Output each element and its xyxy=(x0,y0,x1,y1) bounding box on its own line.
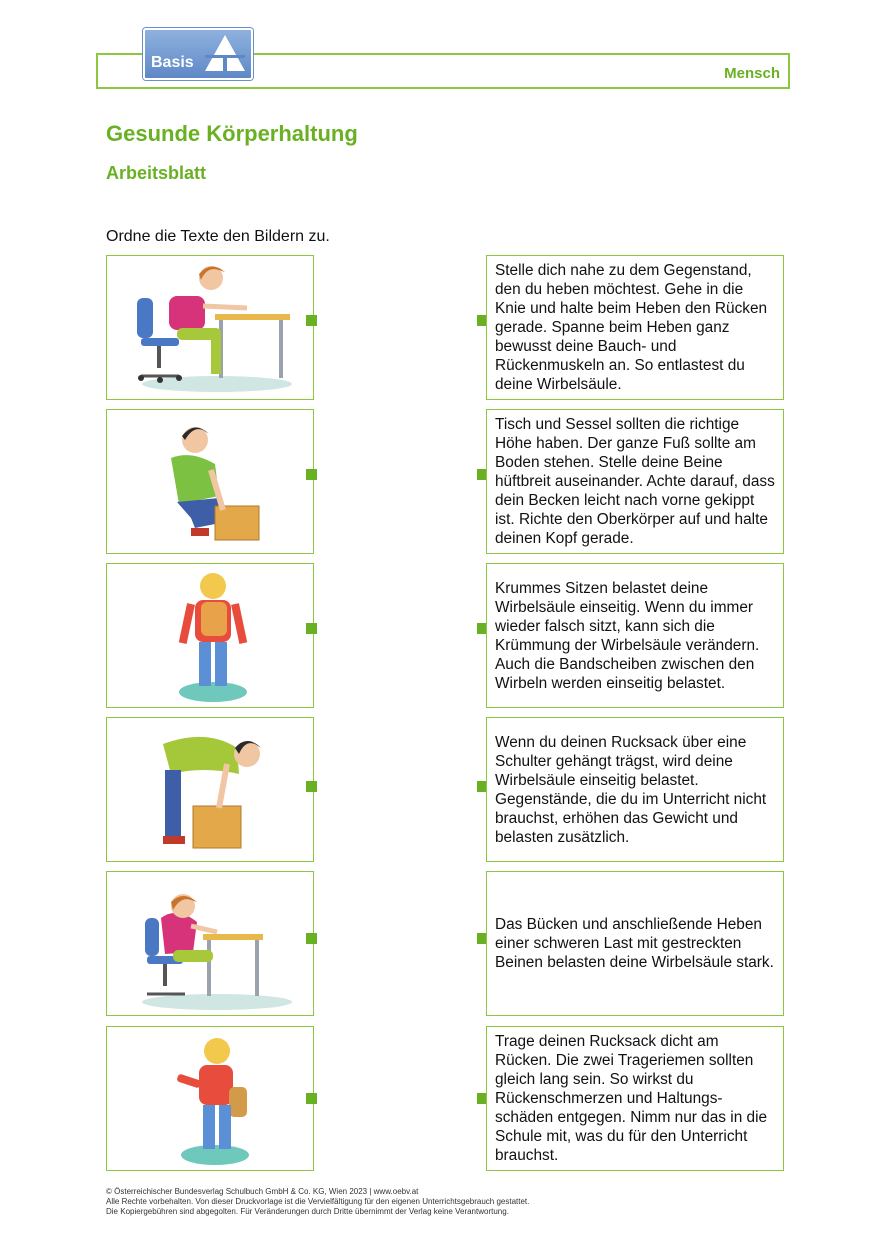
connector-dot-left-2[interactable] xyxy=(306,469,317,480)
girl-with-backpack-on-both-shoulders-icon xyxy=(107,564,315,709)
text-content-4: Wenn du deinen Rucksack über eine Schulter gehängt trägst, wird deine Wirbelsäule einseitig belastet. Gegenstände, die du im Unterricht nicht brauchst, erhöhen das Gewicht und belasten zusätzlich. xyxy=(495,733,767,846)
boy-lifting-box-with-bent-knees-icon xyxy=(107,410,315,555)
text-box-2[interactable] xyxy=(486,409,784,554)
text-content-3: Krummes Sitzen belastet deine Wirbelsäule einseitig. Wenn du immer wieder falsch sitzt, kann sich die Krümmung der Wirbelsäule verändern. Auch die Bandscheiben zwischen den Wirbeln werden einseitig belastet. xyxy=(495,579,760,692)
image-box-3[interactable] xyxy=(106,563,314,708)
boy-lifting-box-with-straight-legs-icon xyxy=(107,718,315,863)
text-content-5: Das Bücken und anschließende Heben einer schweren Last mit gestreckten Beinen belasten deine Wirbelsäule stark. xyxy=(495,916,774,971)
text-box-4[interactable] xyxy=(486,717,784,862)
text-box-5[interactable] xyxy=(486,871,784,1016)
logo-text: Basis xyxy=(151,54,194,71)
basis-logo xyxy=(143,28,253,80)
footer-line-2: Alle Rechte vorbehalten. Von dieser Druckvorlage ist die Vervielfältigung für den eigenen Unterrichtsgebrauch gestattet. xyxy=(106,1197,530,1206)
footer-line-3: Die Kopiergebühren sind abgegolten. Für Veränderungen durch Dritte übernimmt der Verlag keine Verantwortung. xyxy=(106,1207,509,1216)
footer-line-1: © Österreichischer Bundesverlag Schulbuch GmbH & Co. KG, Wien 2023 | www.oebv.at xyxy=(106,1187,419,1196)
image-box-6[interactable] xyxy=(106,1026,314,1171)
footer xyxy=(106,1187,529,1217)
connector-dot-left-4[interactable] xyxy=(306,781,317,792)
category-label: Mensch xyxy=(724,65,780,82)
image-box-1[interactable] xyxy=(106,255,314,400)
instruction-text: Ordne die Texte den Bildern zu. xyxy=(106,228,330,245)
text-box-1[interactable] xyxy=(486,255,784,400)
connector-dot-left-6[interactable] xyxy=(306,1093,317,1104)
girl-with-backpack-on-one-shoulder-icon xyxy=(107,1027,315,1172)
text-content-1: Stelle dich nahe zu dem Gegenstand, den du heben möchtest. Gehe in die Knie und halte beim Heben den Rücken gerade. Spanne beim Heben ganz bewusst deine Bauch- und Rückenmuskeln an. So entlastest du deine Wirbelsäule. xyxy=(495,262,768,393)
page-subtitle: Arbeitsblatt xyxy=(106,163,207,183)
image-box-2[interactable] xyxy=(106,409,314,554)
text-box-6[interactable] xyxy=(486,1026,784,1171)
text-box-3[interactable] xyxy=(486,563,784,708)
connector-dot-left-1[interactable] xyxy=(306,315,317,326)
text-content-2: Tisch und Sessel sollten die richtige Höhe haben. Der ganze Fuß sollte am Boden stehen. Stelle deine Beine hüftbreit auseinander. Achte darauf, dass dein Becken leicht nach vorne gekippt ist. Richte den Oberkörper auf und halte deinen Kopf gerade. xyxy=(495,416,775,547)
page-title: Gesunde Körperhaltung xyxy=(106,121,358,146)
girl-sitting-hunched-at-desk-icon xyxy=(107,872,315,1017)
girl-sitting-at-desk-upright-icon xyxy=(107,256,315,401)
text-content-6: Trage deinen Rucksack dicht am Rücken. Die zwei Trageriemen sollten gleich lang sein. So wirkst du Rückenschmerzen und Haltungs-schäden entgegen. Nimm nur das in die Schule mit, was du für den Unterricht brauchst. xyxy=(495,1033,768,1164)
triangle-logo-icon xyxy=(203,33,247,73)
connector-dot-left-3[interactable] xyxy=(306,623,317,634)
image-box-5[interactable] xyxy=(106,871,314,1016)
connector-dot-left-5[interactable] xyxy=(306,933,317,944)
image-box-4[interactable] xyxy=(106,717,314,862)
